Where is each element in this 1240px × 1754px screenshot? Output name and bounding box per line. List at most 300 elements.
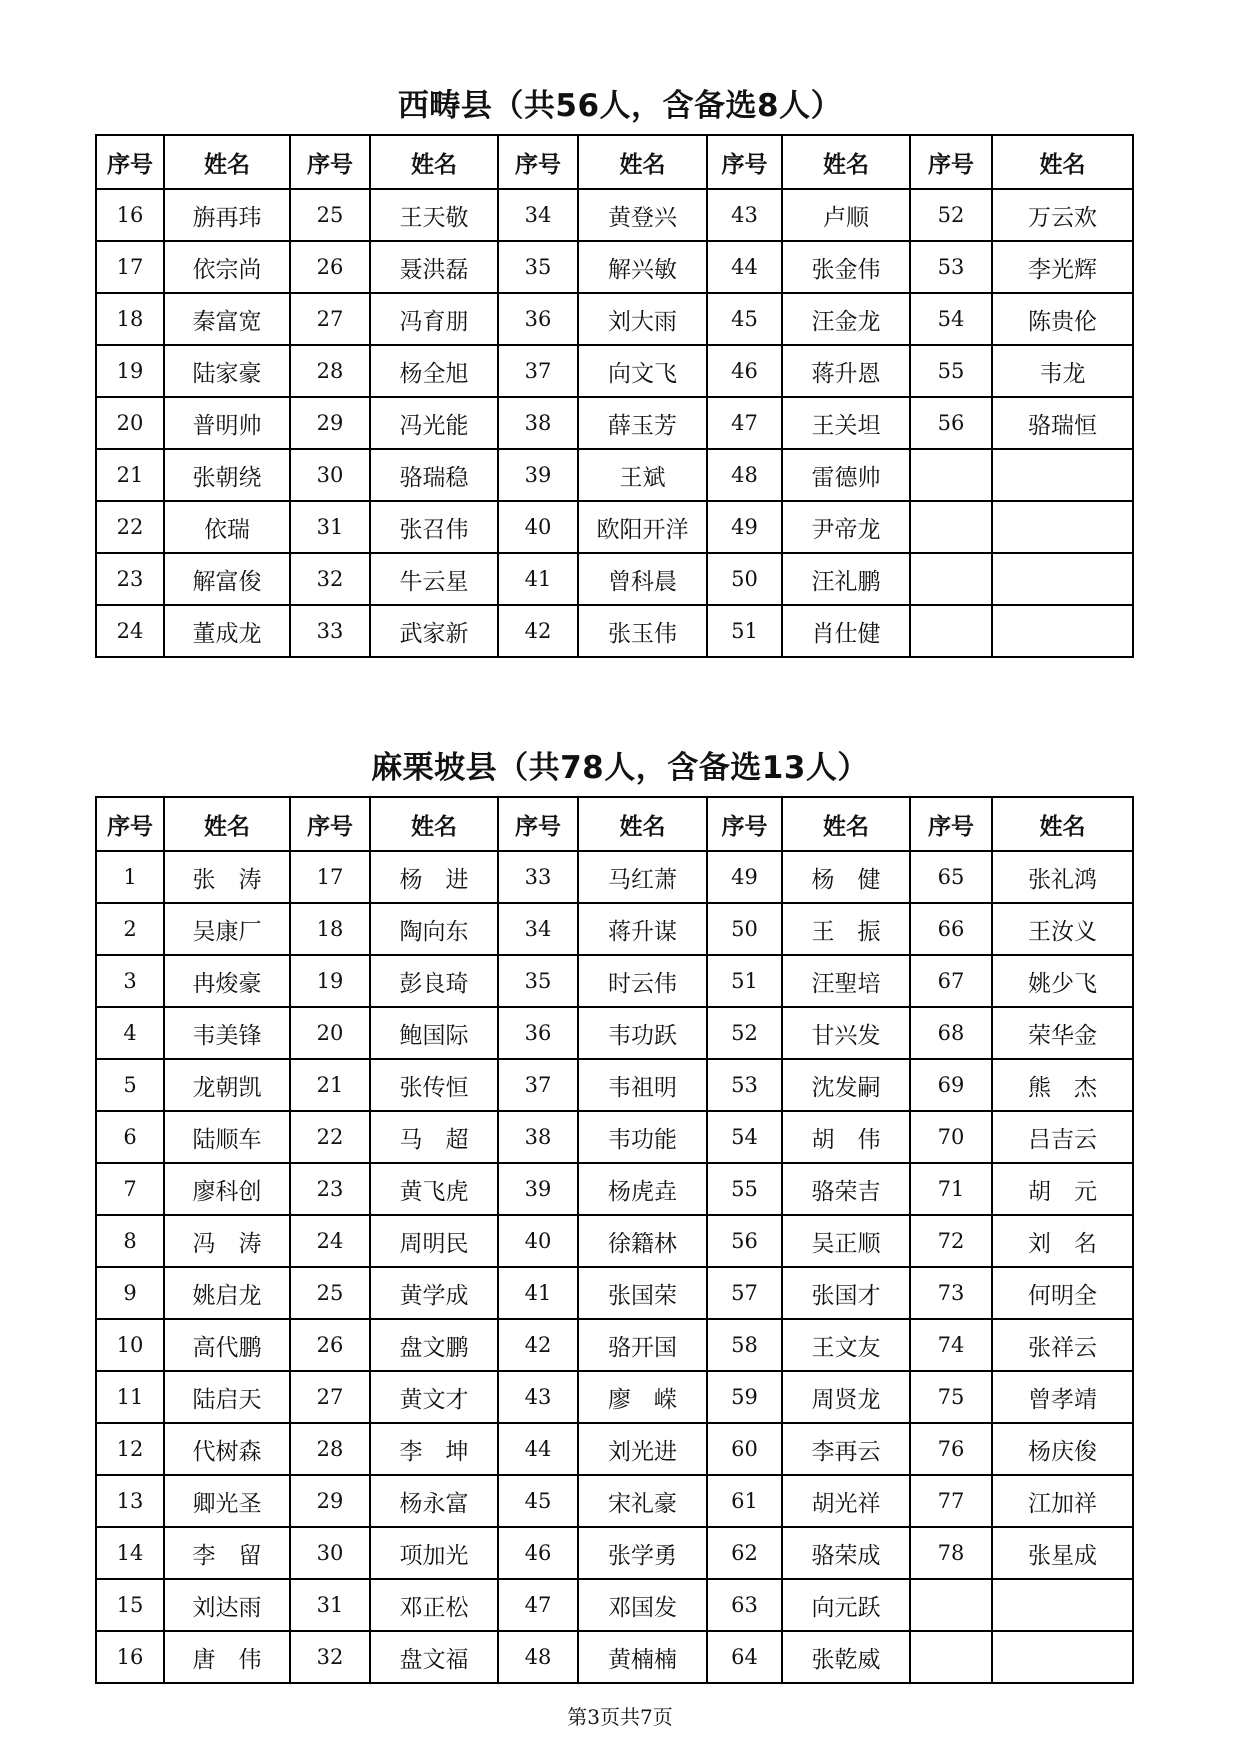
name-cell: 姚少飞 — [992, 955, 1133, 1007]
name-cell: 杨全旭 — [370, 345, 498, 397]
name-cell: 张金伟 — [782, 241, 910, 293]
header-seq: 序号 — [498, 797, 578, 851]
header-seq: 序号 — [290, 797, 370, 851]
name-cell: 杨 健 — [782, 851, 910, 903]
seq-cell: 16 — [96, 189, 164, 241]
seq-cell: 34 — [498, 903, 578, 955]
seq-cell: 7 — [96, 1163, 164, 1215]
seq-cell: 77 — [910, 1475, 992, 1527]
name-cell: 陆启天 — [164, 1371, 290, 1423]
seq-cell: 42 — [498, 1319, 578, 1371]
seq-cell: 29 — [290, 1475, 370, 1527]
seq-cell: 20 — [96, 397, 164, 449]
seq-cell: 76 — [910, 1423, 992, 1475]
seq-cell: 36 — [498, 293, 578, 345]
header-row — [96, 797, 1133, 851]
seq-cell: 27 — [290, 293, 370, 345]
seq-cell: 47 — [498, 1579, 578, 1631]
name-cell: 王 振 — [782, 903, 910, 955]
name-cell: 杨 进 — [370, 851, 498, 903]
name-cell: 邓正松 — [370, 1579, 498, 1631]
seq-cell: 45 — [498, 1475, 578, 1527]
section-title-xichou: 西畴县（共56人，含备选8人） — [397, 88, 843, 124]
name-cell: 薛玉芳 — [578, 397, 707, 449]
seq-cell: 19 — [96, 345, 164, 397]
seq-cell: 43 — [707, 189, 782, 241]
seq-cell: 25 — [290, 1267, 370, 1319]
table-row — [96, 1579, 1133, 1631]
header-name: 姓名 — [578, 797, 707, 851]
name-cell: 吕吉云 — [992, 1111, 1133, 1163]
name-cell: 骆荣成 — [782, 1527, 910, 1579]
header-name: 姓名 — [992, 135, 1133, 189]
seq-cell: 41 — [498, 553, 578, 605]
seq-cell: 1 — [96, 851, 164, 903]
header-name: 姓名 — [370, 135, 498, 189]
roster-table-malipo — [95, 796, 1134, 1684]
seq-cell — [910, 605, 992, 657]
seq-cell: 10 — [96, 1319, 164, 1371]
seq-cell: 5 — [96, 1059, 164, 1111]
name-cell — [992, 501, 1133, 553]
name-cell: 项加光 — [370, 1527, 498, 1579]
seq-cell: 4 — [96, 1007, 164, 1059]
name-cell: 冉焌豪 — [164, 955, 290, 1007]
header-seq: 序号 — [707, 135, 782, 189]
seq-cell: 74 — [910, 1319, 992, 1371]
name-cell: 董成龙 — [164, 605, 290, 657]
name-cell: 刘 名 — [992, 1215, 1133, 1267]
seq-cell: 18 — [290, 903, 370, 955]
name-cell: 汪金龙 — [782, 293, 910, 345]
name-cell: 汪聖培 — [782, 955, 910, 1007]
seq-cell: 37 — [498, 1059, 578, 1111]
name-cell: 韦功能 — [578, 1111, 707, 1163]
name-cell: 聂洪磊 — [370, 241, 498, 293]
name-cell: 普明帅 — [164, 397, 290, 449]
seq-cell: 67 — [910, 955, 992, 1007]
table-row — [96, 1163, 1133, 1215]
seq-cell: 18 — [96, 293, 164, 345]
seq-cell: 15 — [96, 1579, 164, 1631]
name-cell: 李 留 — [164, 1527, 290, 1579]
seq-cell: 57 — [707, 1267, 782, 1319]
name-cell: 杨虎垚 — [578, 1163, 707, 1215]
table-row — [96, 1527, 1133, 1579]
seq-cell: 75 — [910, 1371, 992, 1423]
roster-table-xichou — [95, 134, 1134, 658]
seq-cell: 23 — [96, 553, 164, 605]
table-row — [96, 1423, 1133, 1475]
seq-cell: 38 — [498, 397, 578, 449]
name-cell: 解富俊 — [164, 553, 290, 605]
seq-cell: 8 — [96, 1215, 164, 1267]
seq-cell: 69 — [910, 1059, 992, 1111]
name-cell: 张传恒 — [370, 1059, 498, 1111]
seq-cell: 64 — [707, 1631, 782, 1683]
table-row — [96, 1475, 1133, 1527]
name-cell: 代树森 — [164, 1423, 290, 1475]
seq-cell: 61 — [707, 1475, 782, 1527]
name-cell: 曾孝靖 — [992, 1371, 1133, 1423]
name-cell: 韦美锋 — [164, 1007, 290, 1059]
name-cell: 冯育朋 — [370, 293, 498, 345]
seq-cell: 28 — [290, 345, 370, 397]
seq-cell: 17 — [290, 851, 370, 903]
name-cell: 张玉伟 — [578, 605, 707, 657]
header-name: 姓名 — [782, 135, 910, 189]
name-cell: 张 涛 — [164, 851, 290, 903]
seq-cell: 2 — [96, 903, 164, 955]
name-cell: 胡 元 — [992, 1163, 1133, 1215]
table-row — [96, 1111, 1133, 1163]
name-cell — [992, 449, 1133, 501]
name-cell: 胡光祥 — [782, 1475, 910, 1527]
seq-cell: 54 — [707, 1111, 782, 1163]
name-cell: 姚启龙 — [164, 1267, 290, 1319]
seq-cell: 39 — [498, 1163, 578, 1215]
seq-cell: 29 — [290, 397, 370, 449]
name-cell: 李 坤 — [370, 1423, 498, 1475]
seq-cell: 43 — [498, 1371, 578, 1423]
name-cell: 冯 涛 — [164, 1215, 290, 1267]
seq-cell: 39 — [498, 449, 578, 501]
seq-cell: 70 — [910, 1111, 992, 1163]
name-cell — [992, 1631, 1133, 1683]
seq-cell — [910, 501, 992, 553]
seq-cell: 6 — [96, 1111, 164, 1163]
seq-cell: 11 — [96, 1371, 164, 1423]
name-cell: 张学勇 — [578, 1527, 707, 1579]
seq-cell: 49 — [707, 501, 782, 553]
header-seq: 序号 — [96, 135, 164, 189]
name-cell: 张朝绕 — [164, 449, 290, 501]
seq-cell: 36 — [498, 1007, 578, 1059]
name-cell: 万云欢 — [992, 189, 1133, 241]
seq-cell: 14 — [96, 1527, 164, 1579]
seq-cell: 55 — [910, 345, 992, 397]
seq-cell: 46 — [498, 1527, 578, 1579]
name-cell: 何明全 — [992, 1267, 1133, 1319]
header-name: 姓名 — [782, 797, 910, 851]
table-row — [96, 1007, 1133, 1059]
seq-cell: 22 — [96, 501, 164, 553]
name-cell: 骆开国 — [578, 1319, 707, 1371]
name-cell: 荣华金 — [992, 1007, 1133, 1059]
seq-cell: 45 — [707, 293, 782, 345]
seq-cell: 35 — [498, 955, 578, 1007]
seq-cell: 16 — [96, 1631, 164, 1683]
seq-cell: 21 — [96, 449, 164, 501]
name-cell: 李再云 — [782, 1423, 910, 1475]
seq-cell: 20 — [290, 1007, 370, 1059]
name-cell: 曾科晨 — [578, 553, 707, 605]
table-row — [96, 1631, 1133, 1683]
name-cell: 陈贵伦 — [992, 293, 1133, 345]
name-cell: 秦富宽 — [164, 293, 290, 345]
seq-cell: 23 — [290, 1163, 370, 1215]
table-row — [96, 1215, 1133, 1267]
name-cell: 王天敬 — [370, 189, 498, 241]
seq-cell: 52 — [707, 1007, 782, 1059]
seq-cell: 25 — [290, 189, 370, 241]
seq-cell: 47 — [707, 397, 782, 449]
header-name: 姓名 — [992, 797, 1133, 851]
name-cell: 欧阳开洋 — [578, 501, 707, 553]
seq-cell: 9 — [96, 1267, 164, 1319]
name-cell: 唐 伟 — [164, 1631, 290, 1683]
seq-cell: 72 — [910, 1215, 992, 1267]
seq-cell: 32 — [290, 553, 370, 605]
seq-cell: 48 — [498, 1631, 578, 1683]
name-cell: 向文飞 — [578, 345, 707, 397]
name-cell: 陶向东 — [370, 903, 498, 955]
name-cell: 张祥云 — [992, 1319, 1133, 1371]
seq-cell: 62 — [707, 1527, 782, 1579]
name-cell: 雷德帅 — [782, 449, 910, 501]
page-footer: 第3页共7页 — [567, 1705, 673, 1729]
table-row — [96, 1267, 1133, 1319]
seq-cell: 44 — [707, 241, 782, 293]
name-cell: 王关坦 — [782, 397, 910, 449]
seq-cell: 56 — [910, 397, 992, 449]
seq-cell: 65 — [910, 851, 992, 903]
header-seq: 序号 — [910, 135, 992, 189]
name-cell: 骆荣吉 — [782, 1163, 910, 1215]
name-cell: 冯光能 — [370, 397, 498, 449]
name-cell: 李光辉 — [992, 241, 1133, 293]
seq-cell: 71 — [910, 1163, 992, 1215]
seq-cell: 68 — [910, 1007, 992, 1059]
table-row — [96, 397, 1133, 449]
name-cell: 汪礼鹏 — [782, 553, 910, 605]
seq-cell: 31 — [290, 501, 370, 553]
name-cell: 骆瑞恒 — [992, 397, 1133, 449]
table-row — [96, 903, 1133, 955]
table-row — [96, 605, 1133, 657]
table-row — [96, 293, 1133, 345]
seq-cell: 26 — [290, 241, 370, 293]
name-cell: 牛云星 — [370, 553, 498, 605]
name-cell: 陆家豪 — [164, 345, 290, 397]
seq-cell: 26 — [290, 1319, 370, 1371]
table-row — [96, 553, 1133, 605]
seq-cell: 41 — [498, 1267, 578, 1319]
seq-cell: 60 — [707, 1423, 782, 1475]
name-cell: 依瑞 — [164, 501, 290, 553]
name-cell: 马 超 — [370, 1111, 498, 1163]
header-name: 姓名 — [578, 135, 707, 189]
seq-cell: 33 — [290, 605, 370, 657]
name-cell: 旃再玮 — [164, 189, 290, 241]
name-cell: 肖仕健 — [782, 605, 910, 657]
seq-cell — [910, 449, 992, 501]
table-row — [96, 955, 1133, 1007]
name-cell: 骆瑞稳 — [370, 449, 498, 501]
seq-cell: 33 — [498, 851, 578, 903]
name-cell: 王文友 — [782, 1319, 910, 1371]
header-name: 姓名 — [164, 797, 290, 851]
seq-cell: 37 — [498, 345, 578, 397]
name-cell: 黄楠楠 — [578, 1631, 707, 1683]
name-cell: 尹帝龙 — [782, 501, 910, 553]
seq-cell — [910, 553, 992, 605]
seq-cell: 66 — [910, 903, 992, 955]
header-row — [96, 135, 1133, 189]
seq-cell: 17 — [96, 241, 164, 293]
header-name: 姓名 — [370, 797, 498, 851]
table-row — [96, 1059, 1133, 1111]
seq-cell: 49 — [707, 851, 782, 903]
seq-cell: 50 — [707, 553, 782, 605]
seq-cell: 30 — [290, 1527, 370, 1579]
name-cell: 马红萧 — [578, 851, 707, 903]
seq-cell: 53 — [910, 241, 992, 293]
table-row — [96, 851, 1133, 903]
name-cell: 韦功跃 — [578, 1007, 707, 1059]
name-cell: 盘文福 — [370, 1631, 498, 1683]
name-cell: 杨庆俊 — [992, 1423, 1133, 1475]
name-cell: 刘光进 — [578, 1423, 707, 1475]
name-cell: 黄飞虎 — [370, 1163, 498, 1215]
name-cell: 甘兴发 — [782, 1007, 910, 1059]
name-cell: 武家新 — [370, 605, 498, 657]
name-cell: 向元跃 — [782, 1579, 910, 1631]
seq-cell: 59 — [707, 1371, 782, 1423]
table-row — [96, 1319, 1133, 1371]
seq-cell: 3 — [96, 955, 164, 1007]
seq-cell: 40 — [498, 1215, 578, 1267]
seq-cell: 34 — [498, 189, 578, 241]
seq-cell: 48 — [707, 449, 782, 501]
header-seq: 序号 — [96, 797, 164, 851]
seq-cell: 32 — [290, 1631, 370, 1683]
seq-cell: 12 — [96, 1423, 164, 1475]
seq-cell: 73 — [910, 1267, 992, 1319]
name-cell: 蒋升恩 — [782, 345, 910, 397]
seq-cell: 51 — [707, 605, 782, 657]
name-cell — [992, 553, 1133, 605]
seq-cell: 24 — [96, 605, 164, 657]
name-cell: 鲍国际 — [370, 1007, 498, 1059]
name-cell: 卢顺 — [782, 189, 910, 241]
name-cell: 张国荣 — [578, 1267, 707, 1319]
name-cell: 廖科创 — [164, 1163, 290, 1215]
seq-cell: 56 — [707, 1215, 782, 1267]
seq-cell: 27 — [290, 1371, 370, 1423]
table-row — [96, 189, 1133, 241]
seq-cell: 28 — [290, 1423, 370, 1475]
header-name: 姓名 — [164, 135, 290, 189]
name-cell: 王斌 — [578, 449, 707, 501]
name-cell: 熊 杰 — [992, 1059, 1133, 1111]
name-cell: 彭良琦 — [370, 955, 498, 1007]
name-cell: 黄学成 — [370, 1267, 498, 1319]
name-cell: 刘达雨 — [164, 1579, 290, 1631]
name-cell: 廖 嵘 — [578, 1371, 707, 1423]
name-cell: 张国才 — [782, 1267, 910, 1319]
name-cell — [992, 1579, 1133, 1631]
name-cell: 张星成 — [992, 1527, 1133, 1579]
seq-cell: 50 — [707, 903, 782, 955]
name-cell: 黄登兴 — [578, 189, 707, 241]
seq-cell: 54 — [910, 293, 992, 345]
name-cell: 韦龙 — [992, 345, 1133, 397]
name-cell: 盘文鹏 — [370, 1319, 498, 1371]
seq-cell: 58 — [707, 1319, 782, 1371]
seq-cell: 40 — [498, 501, 578, 553]
seq-cell: 30 — [290, 449, 370, 501]
name-cell: 高代鹏 — [164, 1319, 290, 1371]
seq-cell: 52 — [910, 189, 992, 241]
name-cell: 徐籍林 — [578, 1215, 707, 1267]
seq-cell — [910, 1631, 992, 1683]
header-seq: 序号 — [910, 797, 992, 851]
name-cell: 刘大雨 — [578, 293, 707, 345]
seq-cell: 31 — [290, 1579, 370, 1631]
name-cell: 王汝义 — [992, 903, 1133, 955]
seq-cell: 51 — [707, 955, 782, 1007]
name-cell: 张召伟 — [370, 501, 498, 553]
seq-cell: 46 — [707, 345, 782, 397]
name-cell: 陆顺车 — [164, 1111, 290, 1163]
name-cell: 江加祥 — [992, 1475, 1133, 1527]
seq-cell: 21 — [290, 1059, 370, 1111]
seq-cell: 35 — [498, 241, 578, 293]
name-cell: 杨永富 — [370, 1475, 498, 1527]
seq-cell: 38 — [498, 1111, 578, 1163]
name-cell: 胡 伟 — [782, 1111, 910, 1163]
table-row — [96, 501, 1133, 553]
name-cell: 吴正顺 — [782, 1215, 910, 1267]
seq-cell: 19 — [290, 955, 370, 1007]
header-seq: 序号 — [498, 135, 578, 189]
name-cell: 解兴敏 — [578, 241, 707, 293]
seq-cell: 22 — [290, 1111, 370, 1163]
name-cell: 张乾威 — [782, 1631, 910, 1683]
name-cell: 张礼鸿 — [992, 851, 1133, 903]
name-cell: 龙朝凯 — [164, 1059, 290, 1111]
seq-cell: 55 — [707, 1163, 782, 1215]
name-cell: 沈发嗣 — [782, 1059, 910, 1111]
seq-cell: 24 — [290, 1215, 370, 1267]
name-cell: 卿光圣 — [164, 1475, 290, 1527]
table-row — [96, 1371, 1133, 1423]
table-row — [96, 449, 1133, 501]
section-title-malipo: 麻栗坡县（共78人，含备选13人） — [371, 750, 869, 786]
name-cell: 韦祖明 — [578, 1059, 707, 1111]
header-seq: 序号 — [707, 797, 782, 851]
seq-cell — [910, 1579, 992, 1631]
name-cell: 宋礼豪 — [578, 1475, 707, 1527]
name-cell: 蒋升谋 — [578, 903, 707, 955]
name-cell: 黄文才 — [370, 1371, 498, 1423]
header-seq: 序号 — [290, 135, 370, 189]
name-cell: 时云伟 — [578, 955, 707, 1007]
name-cell: 依宗尚 — [164, 241, 290, 293]
name-cell: 周明民 — [370, 1215, 498, 1267]
seq-cell: 44 — [498, 1423, 578, 1475]
table-row — [96, 345, 1133, 397]
table-row — [96, 241, 1133, 293]
name-cell: 邓国发 — [578, 1579, 707, 1631]
name-cell: 周贤龙 — [782, 1371, 910, 1423]
seq-cell: 63 — [707, 1579, 782, 1631]
name-cell: 吴康厂 — [164, 903, 290, 955]
seq-cell: 53 — [707, 1059, 782, 1111]
seq-cell: 78 — [910, 1527, 992, 1579]
name-cell — [992, 605, 1133, 657]
